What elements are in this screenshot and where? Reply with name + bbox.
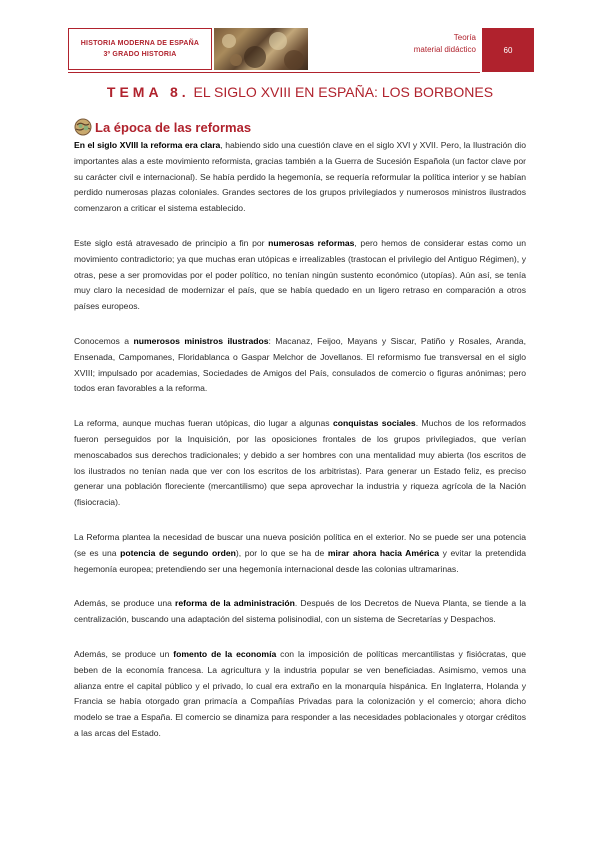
tema-title-text: EL SIGLO XVIII EN ESPAÑA: LOS BORBONES [193,84,494,100]
page-header [68,28,534,72]
paragraph-text: . Después de los Decretos de Nueva Planta, se tiende a la centralización, buscando una adaptación del sistema polisinodial, con un sistema de Secretarías y Despachos. [74,598,527,625]
paragraph-text: con la imposición de políticas mercantilistas y fisiócratas, que beben de la economía francesa. La agricultura y la industria popular se ven beneficiadas. Asimismo, vemos una alianza entre el capital público y el privado, lo cual era extraño en la monarquía hispánica. En Inglaterra, Holanda y Francia se había otorgado gran primacía a Compañías Privadas para la colonización y el comercio; ahora dicho modelo se trae a España. El comercio se dinamiza para responder a las necesidades poblacionales y otorgar créditos a las arcas del Estado. [74,648,526,738]
bold-phrase: reforma de la administración [175,598,295,609]
paragraph-6 [74,596,526,628]
paragraph-text: Conocemos a [74,335,134,346]
paragraph-text: La reforma, aunque muchas fueran utópicas, dio lugar a algunas [74,418,333,429]
paragraph-text: La Reforma plantea la necesidad de buscar una nueva posición política en el exterior. No se puede ser una potencia (se es una [74,531,526,558]
paragraph-text: Además, se produce una [74,598,176,609]
bold-phrase: potencia de segundo orden [120,547,236,558]
paragraph-3 [74,334,526,397]
bold-phrase: fomento de la economía [173,648,277,659]
paragraph-1 [74,138,526,217]
paragraph-2 [74,236,526,315]
paragraph-5 [74,530,526,577]
paragraph-4 [74,416,526,511]
bold-phrase: numerosos ministros ilustrados [133,335,269,346]
tema-label: TEMA 8. [106,84,190,100]
bold-phrase: numerosas reformas [268,237,355,248]
bold-phrase: conquistas sociales [332,418,416,429]
paragraph-text: , pero hemos de considerar estas como un movimiento contradictorio; ya que muchas eran utópicas e irrealizables (trastocan el privilegio del Antiguo Régimen), y otras, pese a ser promovidas por el poder político, no tenían ningún sustento económico (utopías). Aún así, se tenía muy claro la necesidad de modernizar el país, que se había quedado en un ligero retraso en comparación a otros países europeos. [74,237,526,312]
section-heading-text: La época de las reformas [95,119,252,135]
paragraph-text: Este siglo está atravesado de principio a fin por [74,237,269,248]
course-line-1: HISTORIA MODERNA DE ESPAÑA [80,40,200,47]
paragraph-text: ), por lo que se ha de [235,547,328,558]
header-material-label: material didáctico [413,45,476,54]
bold-phrase: mirar ahora hacia América [327,547,440,558]
paragraph-text: , habiendo sido una cuestión clave en el siglo XVI y XVII. Pero, la Ilustración dio importantes alas a este movimiento reformista, gracias también a la Guerra de Sucesión Española (un factor clave por su carácter civil e internacional). Se había perdido la hegemonía, se requería reformular la política interior y se habían perdido numerosas plazas coloniales. Grandes sectores de los grupos privilegiados y numerosos ministros ilustrados comenzaron a criticar el sistema establecido. [74,140,526,214]
header-painting-image [214,28,308,70]
course-line-2: 3º GRADO HISTORIA [103,51,177,58]
page-title [74,84,526,100]
paragraph-7 [74,647,526,742]
paragraph-text: : Macanaz, Feijoo, Mayans y Siscar, Patiño y Rosales, Aranda, Ensenada, Campomanes, Floridablanca o Gaspar Melchor de Jovellanos. El reformismo fue transversal en el siglo XVIII; impulsado por academias, Sociedades de Amigos del País, consulados de comercio o figuras anónimas; pero todos eran favorables a la reforma. [74,335,526,394]
course-label-box [68,28,212,70]
header-theory-label: Teoría [453,33,476,42]
paragraph-text: . Muchos de los reformados fueron perseguidos por la Inquisición, por las oposiciones frontales de los grupos privilegiados, que verían menoscabados sus derechos tradicionales; y debido a ser hombres con una mentalidad muy abierta (los escritos de los ilustrados no tenían nada que ver con los escritos de los arbitristas). Para generar un Estado feliz, es preciso generar una población floreciente (mercantilismo) que sepa aprovechar la industria y riqueza agrícola de la Nación (fisiocracia). [74,418,526,508]
paragraph-text: Además, se produce un [74,648,174,659]
globe-icon [74,118,92,136]
bold-phrase: En el siglo XVIII la reforma era clara [74,140,221,150]
page-number: 60 [482,28,534,72]
header-divider [68,72,480,73]
header-right-labels [414,32,476,56]
paragraph-text: y evitar la pretendida hegemonía europea; pretendiendo ser una hegemonía internacional desde las colonias ultramarinas. [74,547,526,574]
body-text [74,138,526,761]
section-heading [74,118,251,136]
